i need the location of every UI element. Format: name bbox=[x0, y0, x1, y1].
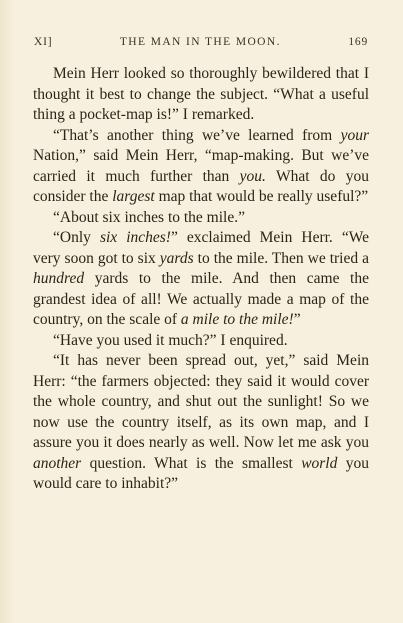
italic-text: you. bbox=[239, 167, 266, 185]
italic-text: yards bbox=[159, 249, 194, 267]
paragraph: Mein Herr looked so thoroughly bewildered that I thought it best to change the subject. “What a useful thing a pocket-map is!” I remarked. bbox=[33, 65, 369, 123]
paragraph: “It has never been spread out, yet,” said Mein Herr: “the farmers objected: they said it would cover the whole country, and shut out the sunlight! So we now use the country itself, as its own map, and I assure you it does nearly as well. Now let me ask you another question. What is the smallest world you would care to inhabit?” bbox=[33, 352, 369, 492]
page-number: 169 bbox=[348, 36, 368, 48]
italic-text: your bbox=[340, 126, 369, 144]
running-title: THE MAN IN THE MOON. bbox=[119, 36, 281, 48]
italic-text: hundred bbox=[33, 270, 85, 287]
paragraph: “Have you used it much?” I enquired. bbox=[53, 331, 288, 349]
paragraph: “That’s another thing we’ve learned from your Nation,” said Mein Herr, “map-making. But we’ve carried it much further than you. What do you consider the largest map that would be really useful?” bbox=[33, 126, 369, 205]
italic-text: largest bbox=[112, 188, 155, 205]
running-header bbox=[34, 36, 368, 48]
italic-text: a mile to the mile! bbox=[180, 311, 294, 328]
italic-text: another bbox=[33, 454, 82, 472]
italic-text: world bbox=[301, 454, 338, 472]
paragraph: “Only six inches!” exclaimed Mein Herr. “We very soon got to six yards to the mile. Then we tried a hundred yards to the mile. And then came the grandest idea of all! We actually made a map of the country, on the scale of a mile to the mile!” bbox=[33, 229, 369, 328]
paragraph: “About six inches to the mile.” bbox=[53, 208, 245, 226]
italic-text: six inches! bbox=[99, 229, 171, 246]
chapter-number: XI] bbox=[34, 36, 53, 48]
body-text bbox=[33, 64, 369, 495]
